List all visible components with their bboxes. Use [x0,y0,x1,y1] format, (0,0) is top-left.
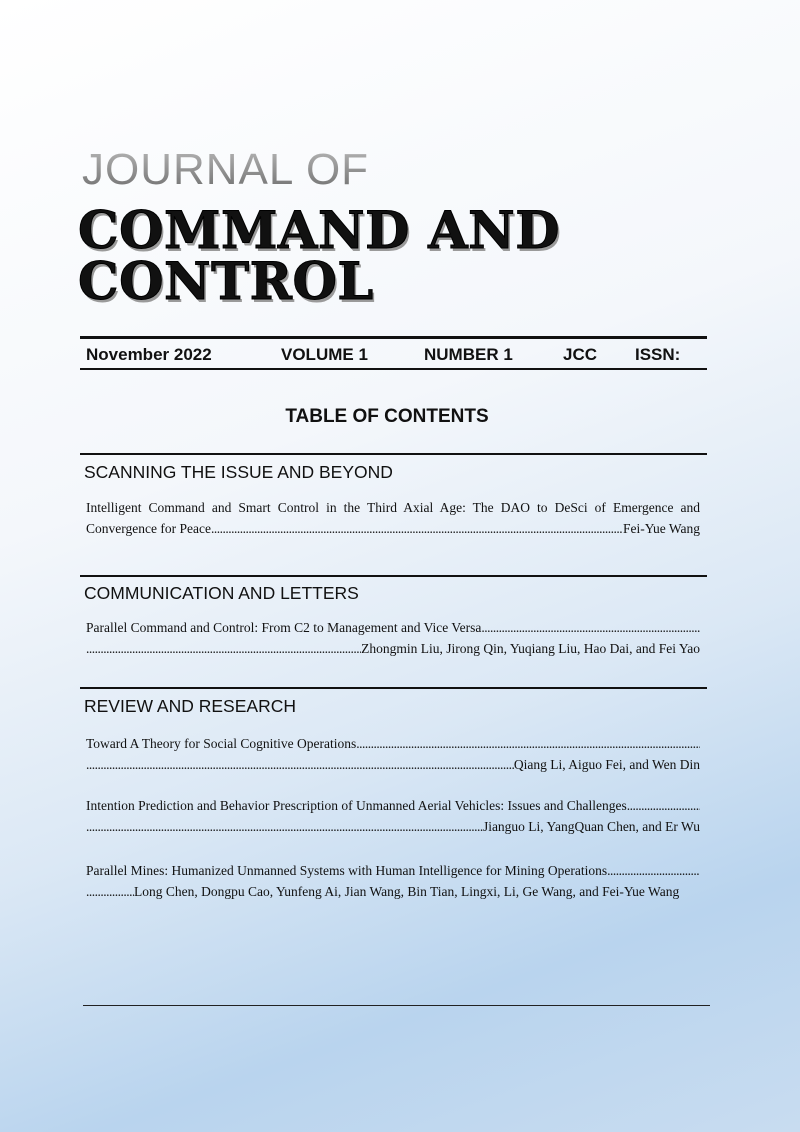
toc-entry[interactable] [86,497,700,539]
entry-title-line: Parallel Command and Control: From C2 to Management and Vice Versa [86,620,482,635]
section-rule [80,575,707,577]
entry-authors: Zhongmin Liu, Jirong Qin, Yuqiang Liu, Hao Dai, and Fei Yao [361,641,700,656]
section-title-communication: COMMUNICATION AND LETTERS [84,583,359,603]
journal-title-line1: JOURNAL OF [82,145,370,194]
masthead [86,345,686,367]
entry-title-line: Toward A Theory for Social Cognitive Operations [86,736,357,751]
leader-dots [607,860,700,881]
leader-dots [211,518,623,539]
toc-heading: TABLE OF CONTENTS [285,406,489,427]
journal-title-line2: COMMAND AND CONTROL [78,201,561,312]
masthead-top-rule [80,336,707,339]
leader-dots [627,795,700,816]
toc-entry[interactable] [86,860,700,902]
issue-number: NUMBER 1 [424,345,513,364]
entry-title-line: Intelligent Command and Smart Control in the Third Axial Age: The DAO to DeSci of Emergence and [86,500,700,515]
toc-entry[interactable] [86,617,700,659]
entry-title-line: Intention Prediction and Behavior Prescription of Unmanned Aerial Vehicles: Issues and Challenges [86,798,627,813]
leader-dots [86,754,514,775]
toc-entry[interactable] [86,733,700,775]
toc-entry[interactable] [86,795,700,837]
leader-dots [481,617,700,638]
issn-label: ISSN: [635,345,681,364]
entry-title-line: Parallel Mines: Humanized Unmanned Systems with Human Intelligence for Mining Operations [86,863,608,878]
section-title-review: REVIEW AND RESEARCH [84,696,296,716]
masthead-bottom-rule [80,368,707,370]
issue-volume: VOLUME 1 [281,345,368,364]
section-rule [80,687,707,689]
entry-title-line: Convergence for Peace [86,521,211,536]
leader-dots [86,816,483,837]
leader-dots [356,733,700,754]
entry-authors: Fei-Yue Wang [622,521,700,536]
footer-rule [83,1005,710,1006]
issue-date: November 2022 [86,345,212,364]
entry-authors: Jianguo Li, YangQuan Chen, and Er Wu [482,819,700,834]
section-rule [80,453,707,455]
leader-dots [86,638,361,659]
section-title-scanning: SCANNING THE ISSUE AND BEYOND [84,462,393,482]
entry-authors: Qiang Li, Aiguo Fei, and Wen Din [513,757,700,772]
leader-dots [86,881,134,902]
entry-authors: Long Chen, Dongpu Cao, Yunfeng Ai, Jian Wang, Bin Tian, Lingxi, Li, Ge Wang, and Fei-Yue Wang [134,884,680,899]
journal-abbreviation: JCC [563,345,598,364]
